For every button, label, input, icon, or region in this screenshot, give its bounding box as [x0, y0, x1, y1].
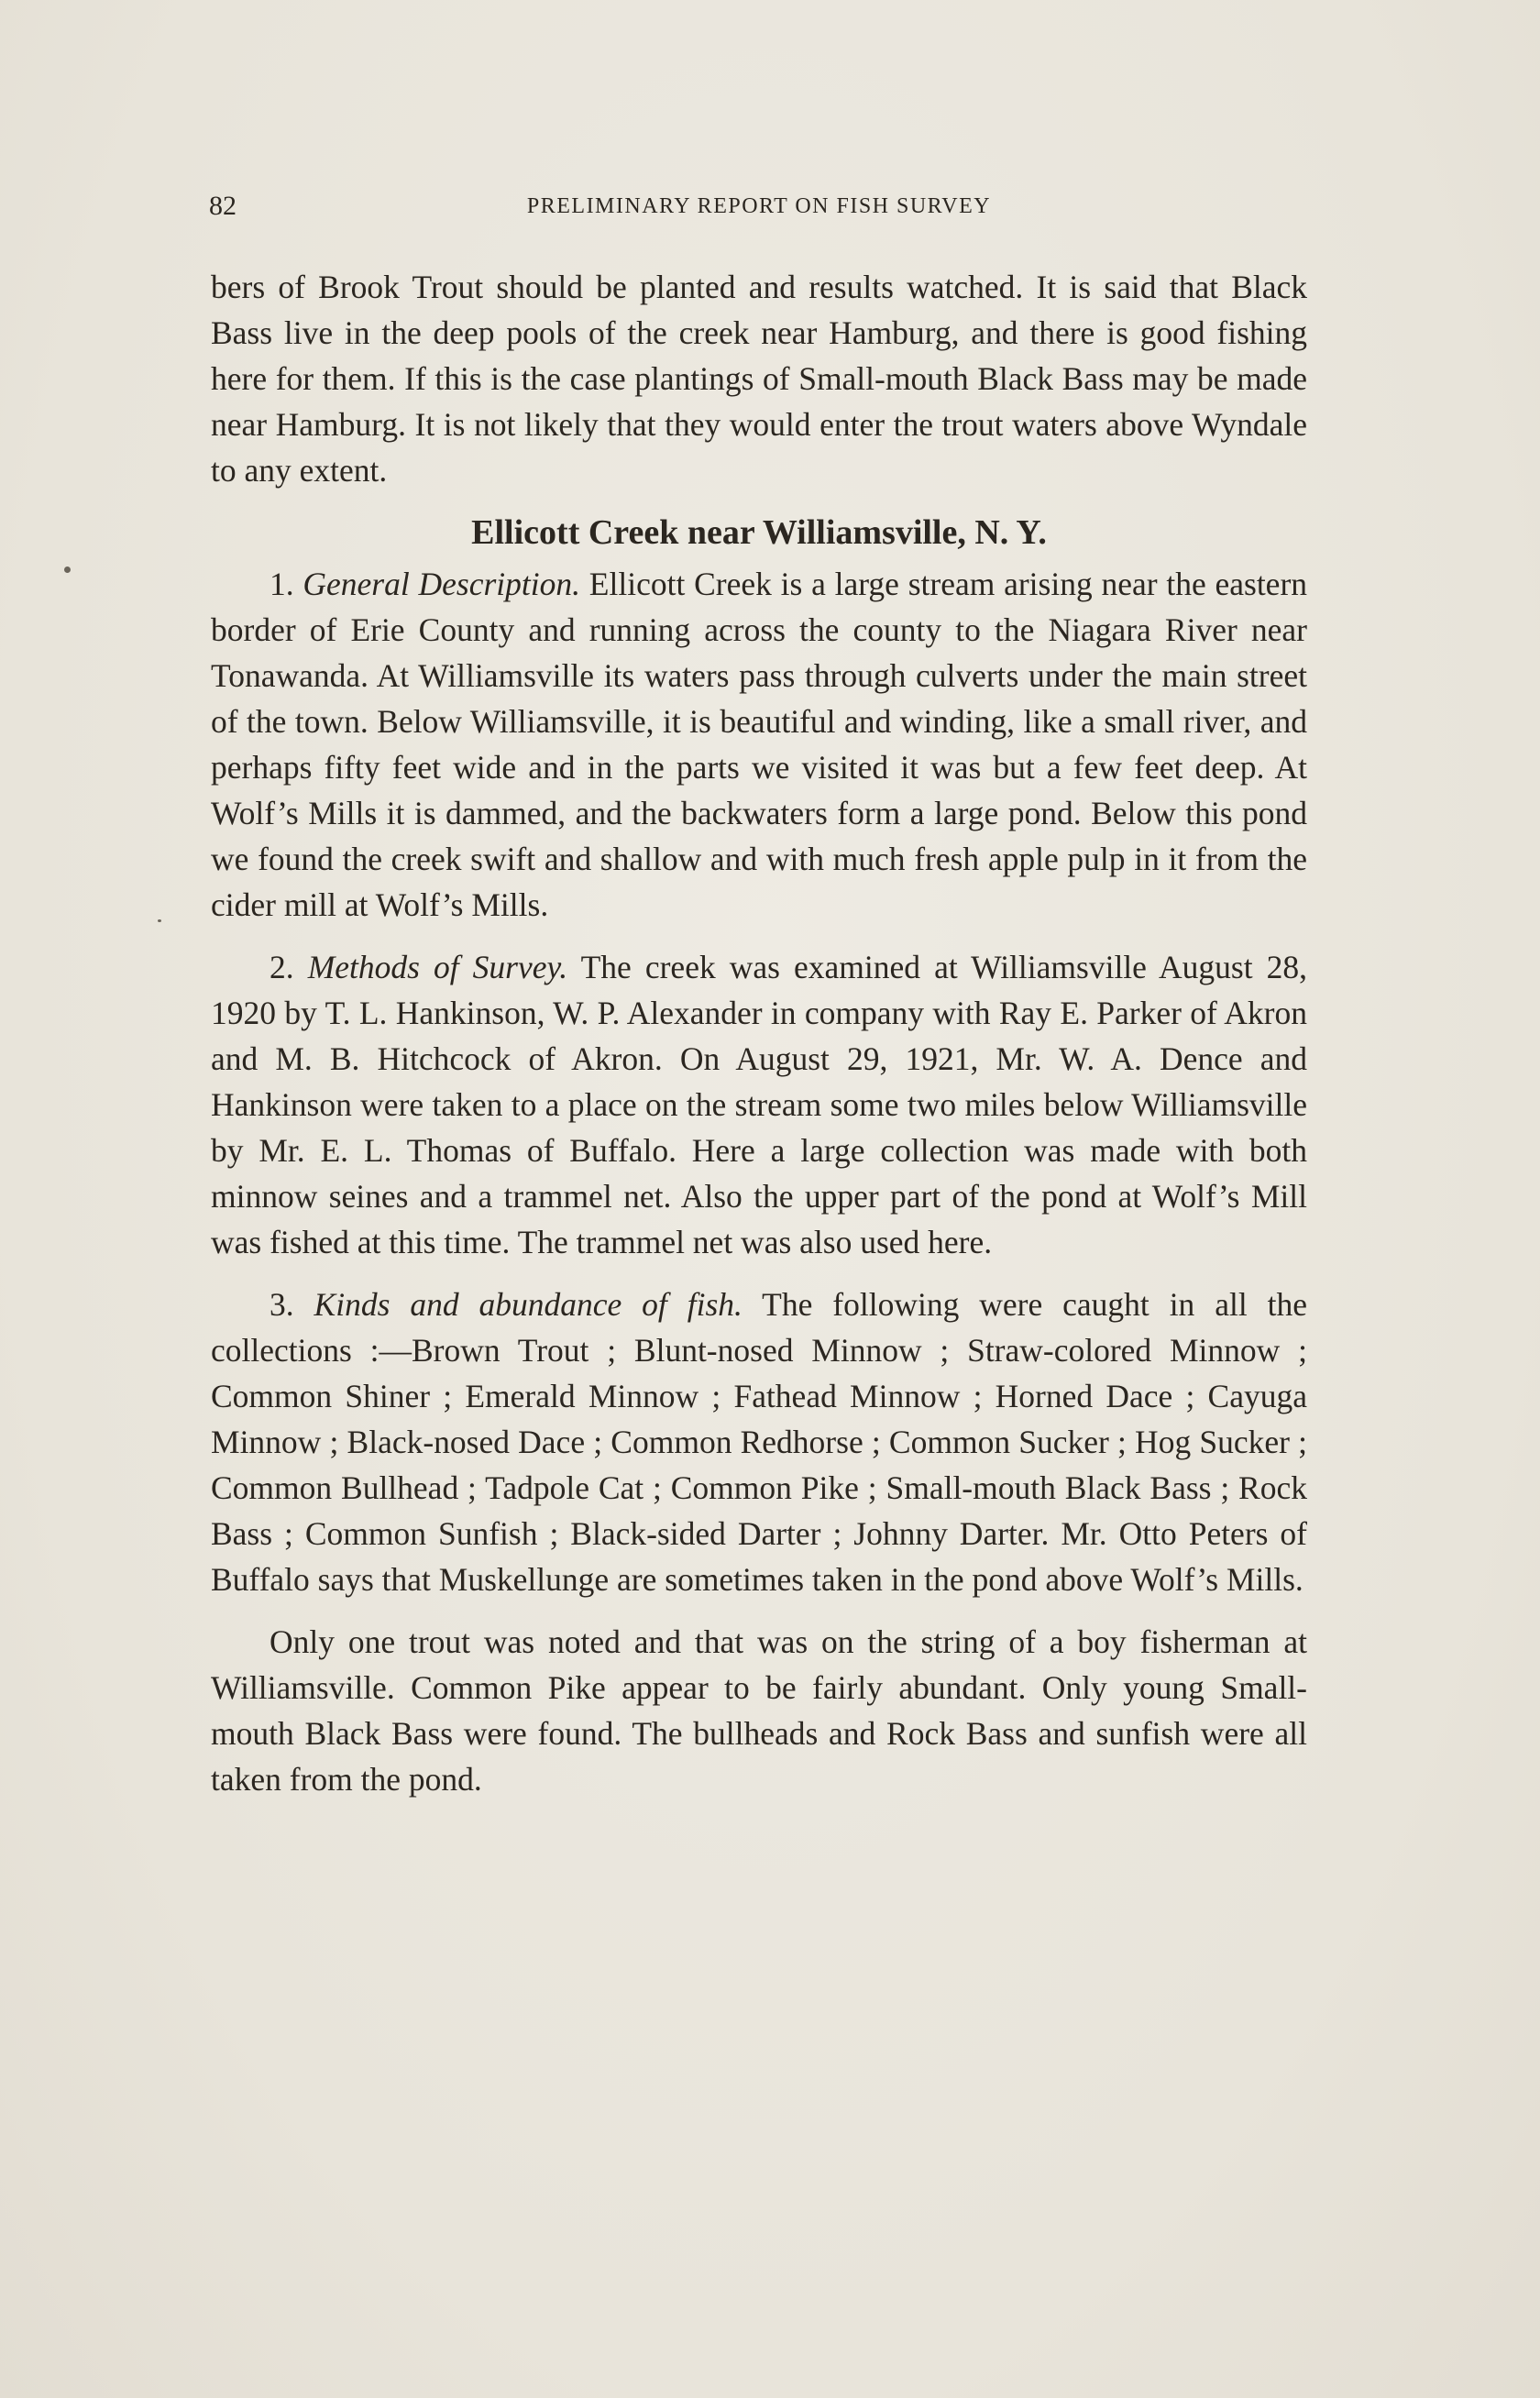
page-body — [211, 264, 1307, 1802]
section-label: General Description. — [302, 566, 581, 602]
section-label: Methods of Survey. — [307, 949, 568, 985]
section-general-description — [211, 561, 1307, 928]
intro-paragraph: bers of Brook Trout should be planted and results watched. It is said that Black Bass live in the deep pools of the creek near Hamburg, and there is good fishing here for them. If this is the case plantings of Small-mouth Black Bass may be made near Hamburg. It is not likely that they would enter the trout waters above Wyndale to any extent. — [211, 269, 1307, 489]
section-kinds-and-abundance — [211, 1282, 1307, 1602]
section-text: The creek was examined at Williamsville August 28, 1920 by T. L. Hankinson, W. P. Alexander in company with Ray E. Parker of Akron and M. B. Hitchcock of Akron. On August 29, 1921, Mr. W. A. Dence and Hankinson were taken to a place on the stream some two miles below Williamsville by Mr. E. L. Thomas of Buffalo. Here a large collection was made with both minnow seines and a trammel net. Also the upper part of the pond at Wolf’s Mill was fished at this time. The trammel net was also used here. — [211, 949, 1308, 1260]
section-number: 1. — [270, 566, 294, 602]
page-header — [209, 191, 1309, 227]
section-title: Ellicott Creek near Williamsville, N. Y. — [471, 513, 1047, 552]
running-head: PRELIMINARY REPORT ON FISH SURVEY — [526, 194, 992, 218]
closing-paragraph: Only one trout was noted and that was on the string of a boy fisherman at Williamsville. Common Pike appear to be fairly abundant. Only young Small-mouth Black Bass were found. The bullheads and Rock Bass and sunfish were all taken from the pond. — [211, 1623, 1307, 1798]
section-number: 3. — [270, 1286, 294, 1323]
section-text: The following were caught in all the collections :—Brown Trout ; Blunt-nosed Minnow ; Straw-colored Minnow ; Common Shiner ; Emerald Minnow ; Fathead Minnow ; Horned Dace ; Cayuga Minnow ; Black-nosed Dace ; Common Redhorse ; Common Sucker ; Hog Sucker ; Common Bullhead ; Tadpole Cat ; Common Pike ; Small-mouth Black Bass ; Rock Bass ; Common Sunfish ; Black-sided Darter ; Johnny Darter. Mr. Otto Peters of Buffalo says that Muskellunge are sometimes taken in the pond above Wolf’s Mills. — [211, 1286, 1307, 1598]
section-number: 2. — [270, 949, 294, 985]
page-number: 82 — [209, 191, 236, 221]
paper-speck — [158, 919, 161, 922]
section-text: Ellicott Creek is a large stream arising near the eastern border of Erie County and running across the county to the Niagara River near Tonawanda. At Williamsville its waters pass through culverts under the main street of the town. Below Williamsville, it is beautiful and winding, like a small river, and perhaps fifty feet wide and in the parts we visited it was but a few feet deep. At Wolf’s Mills it is dammed, and the backwaters form a large pond. Below this pond we found the creek swift and shallow and with much fresh apple pulp in it from the cider mill at Wolf’s Mills. — [211, 566, 1308, 923]
section-methods-of-survey — [211, 944, 1307, 1265]
paper-speck — [64, 566, 71, 573]
section-label: Kinds and abundance of fish. — [314, 1286, 742, 1323]
